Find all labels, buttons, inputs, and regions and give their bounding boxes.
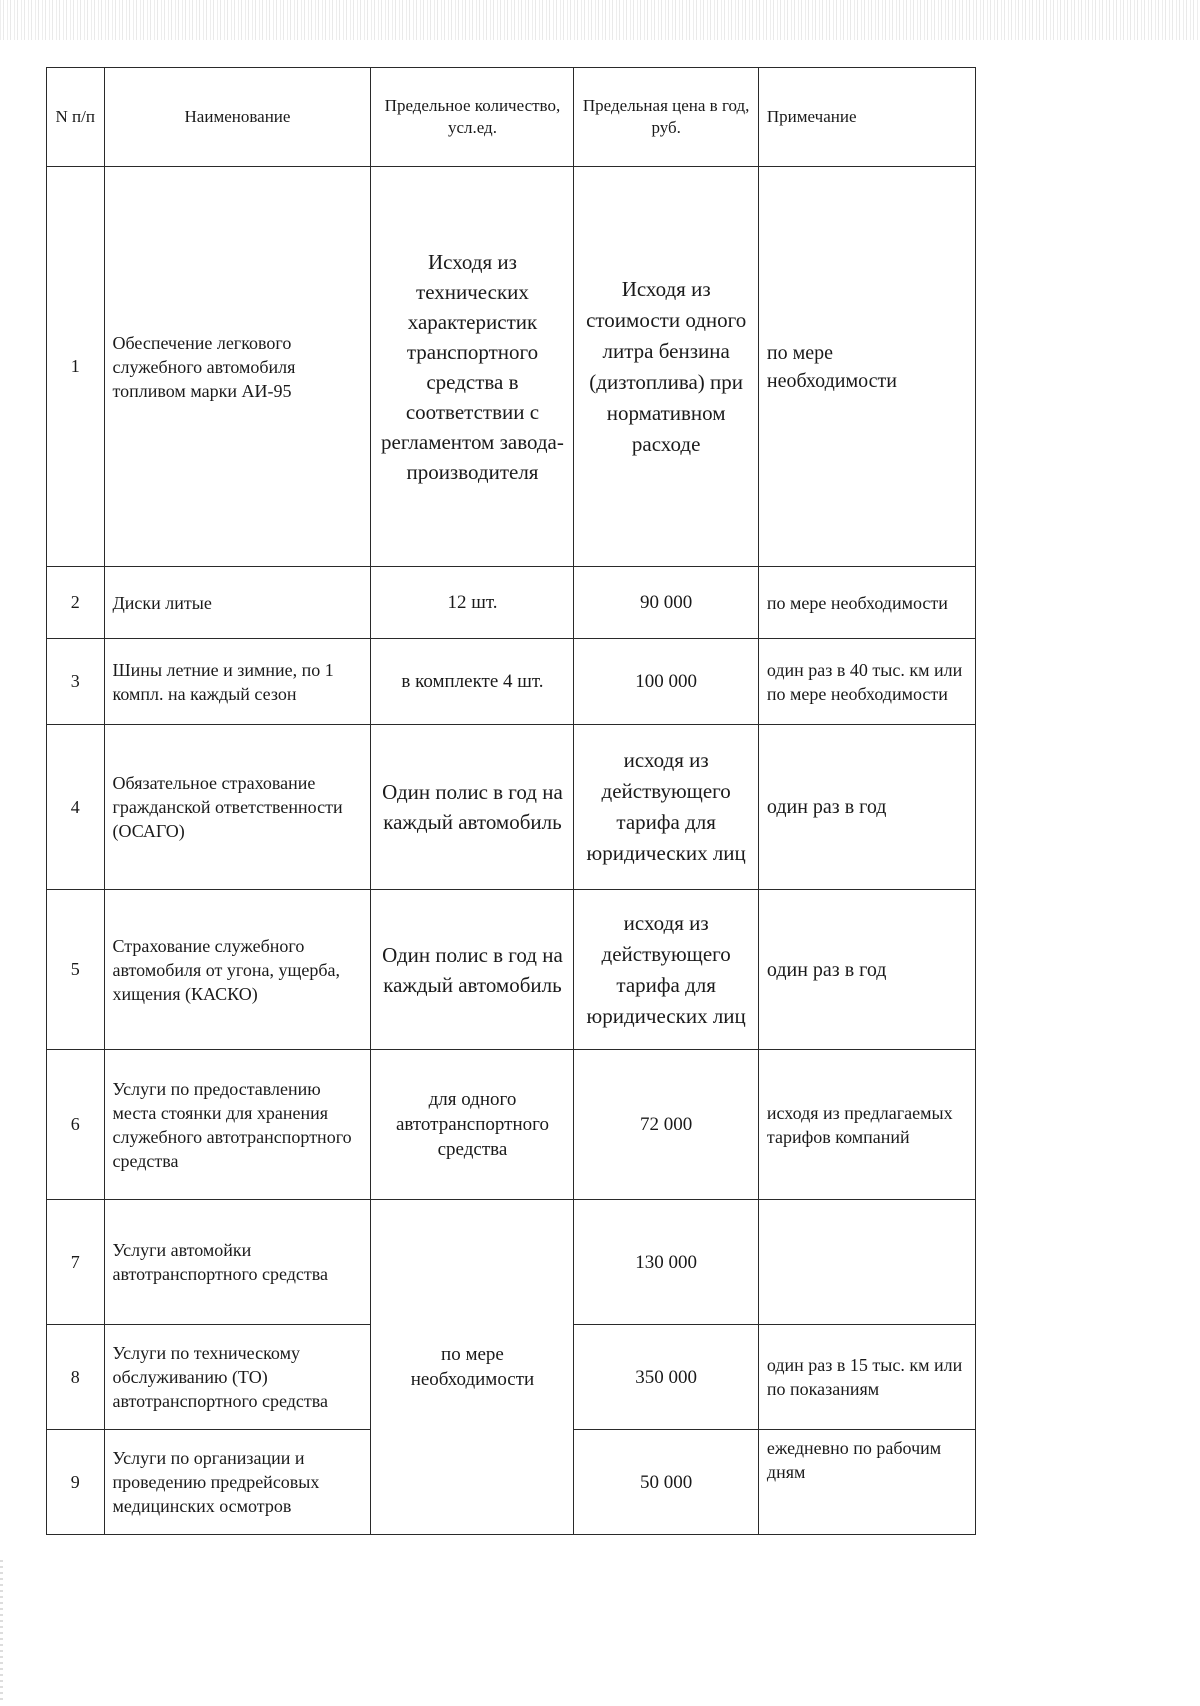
row-qty: в комплекте 4 шт. — [371, 639, 574, 725]
scan-noise-left — [0, 1560, 3, 1700]
table-row — [47, 1050, 976, 1200]
row-name: Шины летние и зимние, по 1 компл. на каждый сезон — [104, 639, 371, 725]
row-price: 90 000 — [574, 567, 758, 639]
row-qty: Один полис в год на каждый автомобиль — [371, 890, 574, 1050]
row-num: 9 — [47, 1430, 105, 1535]
row-qty: для одного автотранспортного средства — [371, 1050, 574, 1200]
row-num: 3 — [47, 639, 105, 725]
scan-noise-top — [0, 0, 1200, 40]
row-note: один раз в год — [758, 725, 975, 890]
row-price: 130 000 — [574, 1200, 758, 1325]
row-name: Услуги по техническому обслуживанию (ТО) автотранспортного средства — [104, 1325, 371, 1430]
row-price: 350 000 — [574, 1325, 758, 1430]
row-num: 8 — [47, 1325, 105, 1430]
row-qty-merged: по мере необходимости — [371, 1200, 574, 1535]
row-price: 72 000 — [574, 1050, 758, 1200]
row-name: Услуги автомойки автотранспортного средства — [104, 1200, 371, 1325]
row-name: Страхование служебного автомобиля от угона, ущерба, хищения (КАСКО) — [104, 890, 371, 1050]
row-num: 6 — [47, 1050, 105, 1200]
row-note: один раз в 15 тыс. км или по показаниям — [758, 1325, 975, 1430]
header-name: Наименование — [104, 68, 371, 167]
row-name: Услуги по предоставлению места стоянки для хранения служебного автотранспортного средства — [104, 1050, 371, 1200]
row-note: исходя из предлагаемых тарифов компаний — [758, 1050, 975, 1200]
row-qty: Один полис в год на каждый автомобиль — [371, 725, 574, 890]
limits-table — [46, 67, 976, 1535]
header-note: Примечание — [758, 68, 975, 167]
row-qty: 12 шт. — [371, 567, 574, 639]
row-price: 100 000 — [574, 639, 758, 725]
row-num: 2 — [47, 567, 105, 639]
header-num: N п/п — [47, 68, 105, 167]
table-row — [47, 725, 976, 890]
row-num: 7 — [47, 1200, 105, 1325]
table-row — [47, 890, 976, 1050]
row-name: Обеспечение легкового служебного автомобиля топливом марки АИ-95 — [104, 167, 371, 567]
row-name: Услуги по организации и проведению предрейсовых медицинских осмотров — [104, 1430, 371, 1535]
row-num: 1 — [47, 167, 105, 567]
row-note — [758, 1200, 975, 1325]
row-note: ежедневно по рабочим дням — [758, 1430, 975, 1535]
row-price: исходя из действующего тарифа для юридических лиц — [574, 890, 758, 1050]
table-row — [47, 167, 976, 567]
row-price: 50 000 — [574, 1430, 758, 1535]
row-note: по мере необходимости — [758, 167, 975, 567]
table-row — [47, 567, 976, 639]
row-name: Диски литые — [104, 567, 371, 639]
table-row — [47, 639, 976, 725]
row-note: один раз в год — [758, 890, 975, 1050]
row-price: исходя из действующего тарифа для юридических лиц — [574, 725, 758, 890]
row-note: по мере необходимости — [758, 567, 975, 639]
table-row — [47, 1200, 976, 1325]
row-num: 5 — [47, 890, 105, 1050]
header-qty: Предельное количество, усл.ед. — [371, 68, 574, 167]
table-header-row — [47, 68, 976, 167]
row-price: Исходя из стоимости одного литра бензина (дизтоплива) при нормативном расходе — [574, 167, 758, 567]
row-name: Обязательное страхование гражданской ответственности (ОСАГО) — [104, 725, 371, 890]
row-num: 4 — [47, 725, 105, 890]
row-qty: Исходя из технических характеристик транспортного средства в соответствии с регламентом завода-производителя — [371, 167, 574, 567]
row-note: один раз в 40 тыс. км или по мере необходимости — [758, 639, 975, 725]
header-price: Предельная цена в год, руб. — [574, 68, 758, 167]
